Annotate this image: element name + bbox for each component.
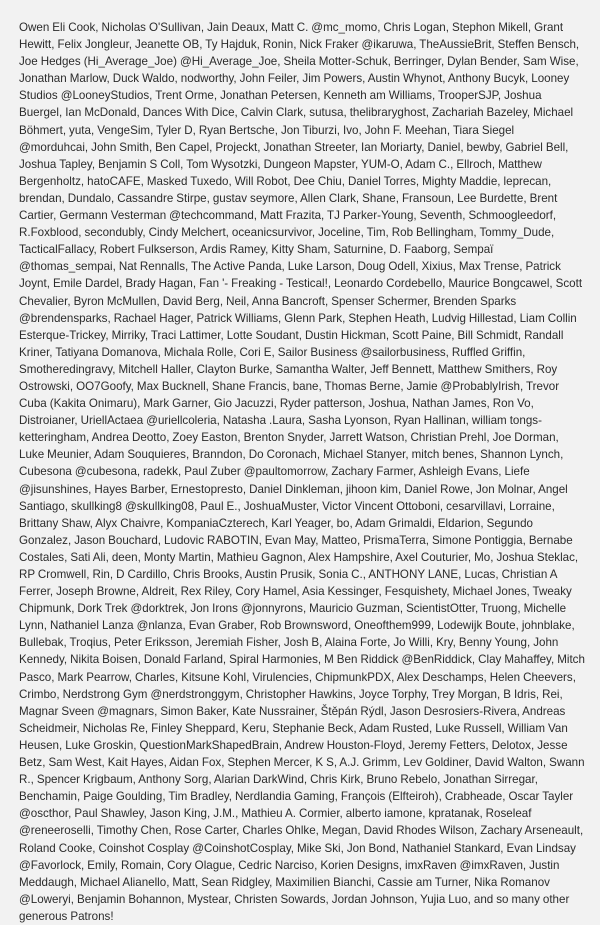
patron-credits-text: Owen Eli Cook, Nicholas O'Sullivan, Jain Deaux, Matt C. @mc_momo, Chris Logan, Stephon Mikell, Grant Hewitt, Felix Jongleur, Jeanette OB, Ty Hajduk, Ronin, Nick Fraker @ikaruwa, TheAussieBrit, Steffen Bensch, Joe Hedges (Hi_Average_Joe) @Hi_Average_Joe, Sheila Motter-Schuk, Berringer, Dylan Bender, Sam Wise, Jonathan Marlow, Duck Waldo, nodworthy, John Feiler, Jim Powers, Austin Whynot, Anthony Bucyk, Looney Studios @LooneyStudios, Trent Orme, Jonathan Petersen, Kenneth am Williams, TrooperSJP, Joshua Buergel, Ian McDonald, Dances With Dice, Calvin Clark, sutusa, thelibraryghost, Zachariah Bazeley, Michael Böhmert, yuta, VengeSim, Tyler D, Ryan Bertsche, Jon Tiburzi, Ivo, John F. Meehan, Tiara Siegel @morduhcai, John Smith, Ben Capel, Projeckt, Jonathan Streeter, Ian Moriarty, Daniel, bewby, Gabriel Bell, Joshua Tapley, Benjamin S Coll, Tom Wysotzki, Dungeon Mapster, YUM-O, Adam C., Ellroch, Matthew Bergenholtz, hatoCAFE, Masked Tuxedo, Will Robot, Dee Chiu, Daniel Torres, Mighty Maddie, leprecan, brendan, Dundalo, Cassandre Stirpe, gustav seymore, Allen Clark, Shane, Fransoun, Lee Burdette, Brent Cartier, Germann Vesterman @techcommand, Matt Frazita, TJ Parker-Young, Seventh, Schmoogleedorf, R.Foxblood, secondubly, Cindy Melchert, oceanicsurvivor, Joceline, Tim, Rob Bellingham, Tommy_Dude, TacticalFallacy, Robert Fulkserson, Ardis Ramey, Kitty Sham, Saturnine, D. Faaborg, Sempaï @thomas_sempai, Nat Rennalls, The Active Panda, Luke Larson, Doug Odell, Xixius, Max Trense, Patrick Joynt, Emile Dardel, Brady Hagan, Fan '- Freaking - Testical!, Leonardo Cordebello, Maurice Bongcawel, Scott Chevalier, Byron McMullen, David Berg, Neil, Anna Bancroft, Spenser Schermer, Brenden Sparks @brendensparks, Rachael Hager, Patrick Williams, Glenn Park, Stephen Heath, Ludvig Hillestad, Liam Collin Esterque-Trickey, Mirriky, Traci Lattimer, Lotte Soudant, Dustin Hickman, Scott Paine, Bill Schmidt, Randall Kriner, Tatiyana Domanova, Michala Rolle, Cori E, Sailor Business @sailorbusiness, Ruffled Griffin, Smotheredingravy, Mitchell Haller, Clayton Burke, Samantha Walter, Jeff Bennett, Matthew Smithers, Roy Ostrowski, OO7Goofy, Max Bucknell, Shane Francis, bane, Thomas Berne, Jamie @ProbablyIrish, Trevor Cuba (Kakita Onimaru), Mark Garner, Gio Jacuzzi, Ryder patterson, Joshua, Nathan James, Ron Vo, Distroianer, UriellActaea @uriellcoleria, Natasha .Laura, Sasha Lyonson, Ryan Hallinan, william tongs-ketteringham, Andrea Deotto, Zoey Easton, Brenton Snyder, Jarrett Watson, Christian Prehl, Joe Dorman, Luke Meunier, Adam Souquieres, Branndon, Do Coronach, Michael Stanyer, mitch benes, Shannon Lynch, Cubesona @cubesona, radekk, Paul Zuber @paultomorrow, Zachary Farmer, Ashleigh Evans, Liefe @jisunshines, Hayes Barber, Ernestopresto, Daniel Dinkleman, jihoon kim, Daniel Rowe, Jon Molnar, Angel Santiago, skullking8 @skullking08, Paul E., JoshuaMuster, Victor Vincent Ottoboni, cesarvillavi, Lorraine, Brittany Shaw, Alyx Chaivre, KompaniaCzterech, Karl Yeager, bo, Adam Grimaldi, Eldarion, Segundo Gonzalez, Jason Bouchard, Ludovic RABOTIN, Evan May, Matteo, PrismaTerra, Simone Pontiggia, Bernabe Costales, Sati Ali, deen, Monty Martin, Mathieu Gagnon, Alex Hampshire, Axel Couturier, Mo, Joshua Steklac, RP Cromwell, Rin, D Cardillo, Chris Brooks, Austin Prusik, Sonia C., ANTHONY LANE, Lucas, Christian A Ferrer, Joseph Browne, Aldreit, Rex Riley, Cory Hamel, Asia Kessinger, Fesquishety, Michael Jones, Tweaky Chipmunk, Dork Trek @dorktrek, Jon Irons @jonnyrons, Mauricio Guzman, ScientistOtter, Truong, Michelle Lynn, Nathaniel Lanza @nlanza, Evan Graber, Rob Brownsword, Oneofthem999, Lodewijk Boute, johnblake, Bullebak, Troqius, Peter Eriksson, Jeremiah Fisher, Josh B, Alaina Forte, Jo Willi, Kry, Benny Young, John Kennedy, Nikita Boisen, Donald Farland, Spiral Harmonies, M Ben Riddick @BenRiddick, Clay Mahaffey, Mitch Pasco, Mark Pearrow, Charles, Kitsune Kohl, Virulencies, ChipmunkPDX, Alex Deschamps, Helen Cheevers, Crimbo, Nerdstrong Gym @nerdstronggym, Christopher Hawkins, Joyce Torphy, Trey Morgan, B Idris, Rei, Magnar Sveen @magnars, Simon Baker, Kate Nussrainer, Štěpán Rýdl, Jason Desrosiers-Rivera, Andreas Scheidmeir, Nicholas Re, Finley Sheppard, Keru, Stephanie Beck, Adam Rusted, Luke Russell, William Van Heusen, Luke Groskin, QuestionMarkShapedBrain, Andrew Houston-Floyd, Jeremy Fetters, Delotox, Jesse Betz, Sam West, Kait Hayes, Aidan Fox, Stephen Mercer, K S, A.J. Grimm, Lev Goldiner, David Walton, Swann R., Spencer Krigbaum, Anthony Sorg, Alarian DarkWind, Chris Kirk, Bruno Rebelo, Jonathan Sirregar, Benchamin, Paige Goulding, Tim Bradley, Nerdlandia Gaming, François (Elfteiroh), Crabheade, Oscar Tayler @oscthor, Paul Shawley, Jason King, J.M., Mathieu A. Cormier, alberto iamone, kpratanak, Roseleaf @reneeroselli, Timothy Chen, Rose Carter, Charles Ohlke, Megan, David Rhodes Wilson, Zachary Arseneault, Roland Cooke, Coinshot Cosplay @CoinshotCosplay, Mike Ski, Jon Bond, Nathaniel Stankard, Evan Lindsay @Favorlock, Emily, Romain, Cory Olague, Cedric Narciso, Korien Designs, imxRaven @imxRaven, Justin Meddaugh, Michael Alianello, Matt, Sean Ridgley, Maximilien Bianchi, Cassie am Turner, Nika Romanov @Loweryi, Benjamin Bohannon, Mystear, Christen Sowards, Jordan Johnson, Yujia Luo, and so many other generous Patrons!: [19, 21, 585, 923]
